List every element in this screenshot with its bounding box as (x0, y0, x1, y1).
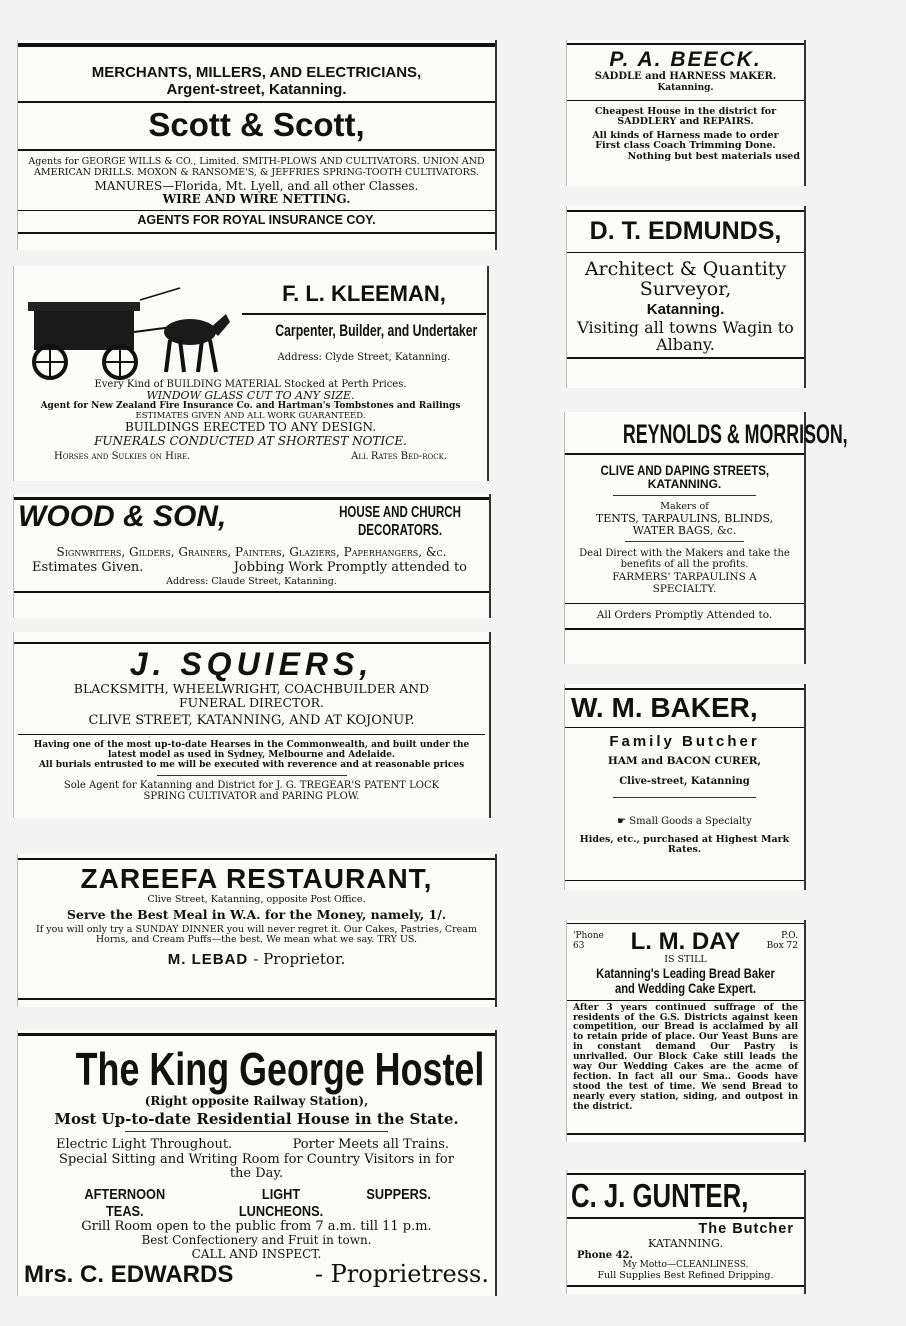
reynolds-name: REYNOLDS & MORRISON, (622, 419, 848, 449)
beeck-line-1: Cheapest House in the district for SADDLERY and REPAIRS. (594, 105, 777, 128)
wood-side-1: HOUSE AND CHURCH (339, 504, 461, 521)
bottom-rule (565, 628, 804, 630)
kleeman-name: F. L. KLEEMAN, (282, 281, 446, 306)
divider (18, 149, 495, 151)
horse-hearse-illustration (20, 280, 235, 382)
scott-insurance: AGENTS FOR ROYAL INSURANCE COY. (137, 212, 376, 227)
ad-scott-and-scott (17, 40, 497, 250)
divider (565, 453, 804, 455)
top-rule (14, 642, 489, 644)
reynolds-deal: Deal Direct with the Makers and take the benefits of all the profits. (579, 548, 790, 571)
kleeman-rates: All Rates Bed-rock. (351, 450, 447, 462)
reynolds-town: KATANNING. (647, 477, 722, 492)
zareefa-owner: M. LEBAD (167, 950, 249, 968)
beeck-name: P. A. BEECK. (609, 48, 762, 71)
ad-wood-and-son (13, 494, 491, 618)
kleeman-line-1: Every Kind of BUILDING MATERIAL Stocked at Perth Prices. (94, 379, 407, 390)
day-body: After 3 years continued suffrage of the residents of the G.S. Districts against keen competition, our Bread is acclaimed by all to retain pride of place. Our Yeast Buns are in constant demand Our Pastry is unrivalled. Our Block Cake still leads the way Our Wedding Cakes are the acme of fection. In fact all our Sma.. Goods have stood the test of time. We send Bread to nearly every station, siding, and outpost in the district. (573, 1002, 798, 1112)
divider (613, 797, 756, 798)
divider (567, 252, 804, 253)
king-owner: Mrs. C. EDWARDS (24, 1260, 234, 1288)
scott-name: Scott & Scott, (148, 106, 365, 143)
squiers-hearse: Having one of the most up-to-date Hearses in the Commonwealth, and built under the latest model as used in Sydney, Melbourne and Adelaide. (33, 739, 470, 760)
top-rule (567, 1173, 804, 1175)
beeck-line-3: First class Coach Trimming Done. (595, 140, 776, 152)
wood-address: Address: Claude Street, Katanning. (166, 576, 337, 588)
edmunds-visiting: Visiting all towns Wagin to Albany. (577, 317, 794, 355)
kleeman-line-6: FUNERALS CONDUCTED AT SHORTEST NOTICE. (94, 433, 407, 448)
divider (565, 727, 804, 728)
edmunds-trade-2: Surveyor, (639, 278, 732, 301)
bottom-rule (567, 1285, 804, 1287)
squiers-street: CLIVE STREET, KATANNING, AND AT KOJONUP. (88, 712, 415, 728)
divider (567, 1217, 804, 1219)
divider (625, 541, 745, 542)
bottom-rule (567, 1133, 804, 1135)
scott-manures: MANURES—Florida, Mt. Lyell, and all other Classes. (94, 179, 419, 194)
zareefa-role: - Proprietor. (253, 949, 346, 968)
zareefa-body: If you will only try a SUNDAY DINNER you will never regret it. Our Cakes, Pastries, Cream Horns, and Cream Puffs—the best. We mean what we say. TRY US. (36, 923, 477, 946)
king-call: CALL AND INSPECT. (191, 1246, 322, 1261)
wood-jobbing: Jobbing Work Promptly attended to (233, 560, 467, 576)
ad-king-george-hostel (17, 1030, 497, 1296)
divider (613, 495, 756, 496)
ad-beeck (566, 40, 806, 186)
scott-subheading: Argent-street, Katanning. (166, 80, 347, 98)
top-rule (567, 43, 804, 45)
reynolds-makers: Makers of (660, 501, 709, 513)
kleeman-line-2: WINDOW GLASS CUT TO ANY SIZE. (146, 389, 355, 402)
baker-small-goods: Small Goods a Specialty (629, 815, 752, 827)
bottom-rule (567, 357, 804, 359)
ad-cj-gunter (566, 1170, 806, 1294)
king-meal-3: SUPPERS. (366, 1186, 431, 1204)
ad-squiers (13, 632, 491, 818)
zareefa-name: ZAREEFA RESTAURANT, (80, 863, 433, 894)
edmunds-town: Katanning. (646, 301, 725, 319)
day-name: L. M. DAY (630, 928, 741, 955)
reynolds-farmers: FARMERS' TARPAULINS A SPECIALTY. (612, 571, 757, 595)
squiers-trade: BLACKSMITH, WHEELWRIGHT, COACHBUILDER AND FUNERAL DIRECTOR. (73, 681, 430, 710)
day-still: IS STILL (664, 954, 707, 966)
wood-name: WOOD & SON, (18, 500, 227, 533)
gunter-motto: My Motto—CLEANLINESS. (622, 1260, 749, 1271)
king-meal-1: AFTERNOON TEAS. (84, 1186, 166, 1220)
bottom-rule (565, 880, 804, 881)
king-most: Most Up-to-date Residential House in the State. (54, 1109, 459, 1128)
day-phone: 'Phone 63 (573, 931, 604, 952)
beeck-line-4: Nothing but best materials used (627, 150, 800, 162)
scott-agents: Agents for GEORGE WILLS & CO., Limited. SMITH-PLOWS AND CULTIVATORS. UNION AND AMERICAN DRILLS. MOXON & RANSOME'S, & JEFFRIES SPRING-TOOTH CULTIVATORS. (28, 156, 485, 178)
baker-ham: HAM and BACON CURER, (607, 755, 762, 768)
bottom-rule (14, 591, 489, 593)
top-rule (18, 43, 495, 47)
baker-street: Clive-street, Katanning (619, 775, 750, 787)
top-rule (18, 858, 495, 860)
reynolds-goods: TENTS, TARPAULINS, BLINDS, WATER BAGS, &c. (595, 511, 774, 537)
wood-side-2: DECORATORS. (357, 521, 443, 539)
divider (565, 603, 804, 604)
pointing-hand-icon: ☛ (617, 815, 627, 827)
edmunds-name: D. T. EDMUNDS, (589, 217, 782, 245)
ad-zareefa-restaurant (17, 854, 497, 1007)
king-special: Special Sitting and Writing Room for Country Visitors in for the Day. (59, 1151, 454, 1181)
beeck-trade: SADDLE and HARNESS MAKER. (594, 71, 777, 83)
wood-trades: Signwriters, Gilders, Grainers, Painters, Glaziers, Paperhangers, &c. (56, 545, 447, 559)
ad-lm-day (566, 920, 806, 1142)
edmunds-trade-1: Architect & Quantity (584, 257, 787, 280)
scott-heading: MERCHANTS, MILLERS, AND ELECTRICIANS, (91, 64, 422, 81)
kleeman-line-4: ESTIMATES GIVEN AND ALL WORK GUARANTEED. (135, 410, 366, 421)
king-role: - Proprietress. (314, 1259, 489, 1288)
divider (125, 1131, 387, 1132)
top-rule (567, 210, 804, 212)
gunter-supplies: Full Supplies Best Refined Dripping. (597, 1270, 774, 1282)
gunter-trade: The Butcher (698, 1221, 794, 1238)
reynolds-streets: CLIVE AND DAPING STREETS, (600, 461, 769, 478)
divider (242, 313, 486, 315)
ad-kleeman (13, 266, 489, 481)
squiers-burials: All burials entrusted to me will be executed with reverence and at reasonable prices (38, 759, 465, 770)
divider (567, 100, 804, 101)
top-rule (565, 688, 804, 690)
divider (18, 734, 485, 735)
squiers-name: J. SQUIERS, (129, 646, 374, 682)
king-electric: Electric Light Throughout. (56, 1137, 233, 1153)
divider (567, 1000, 804, 1001)
scott-wire: WIRE AND WIRE NETTING. (162, 192, 351, 207)
day-leading: Katanning's Leading Bread Baker and Wedding Cake Expert. (596, 964, 775, 997)
reynolds-orders: All Orders Promptly Attended to. (596, 609, 773, 622)
kleeman-trade: Carpenter, Builder, and Undertaker (275, 321, 478, 340)
squiers-agent: Sole Agent for Katanning and District for J. G. TREGEAR'S PATENT LOCK SPRING CULTIVATOR and PARING PLOW. (63, 779, 440, 802)
ad-wm-baker (564, 684, 806, 890)
divider (18, 210, 495, 211)
king-best: Best Confectionery and Fruit in town. (141, 1233, 372, 1248)
divider (157, 775, 347, 776)
wood-estimates: Estimates Given. (32, 560, 144, 576)
top-rule (567, 923, 804, 924)
king-porter: Porter Meets all Trains. (292, 1137, 449, 1153)
king-meal-2: LIGHT LUNCHEONS. (238, 1186, 324, 1220)
baker-hides: Hides, etc., purchased at Highest Mark Rates. (579, 833, 790, 856)
ad-reynolds-and-morrison (564, 412, 848, 664)
bottom-rule (18, 998, 495, 1000)
kleeman-line-3: Agent for New Zealand Fire Insurance Co. and Hartman's Tombstones and Railings (40, 401, 461, 412)
gunter-name: C. J. GUNTER, (571, 1177, 749, 1214)
king-name: The King George Hostel (75, 1043, 485, 1095)
king-grill: Grill Room open to the public from 7 a.m. till 11 p.m. (81, 1219, 432, 1235)
zareefa-serve: Serve the Best Meal in W.A. for the Money, namely, 1/. (66, 907, 447, 923)
top-rule (18, 1033, 495, 1036)
king-opposite: (Right opposite Railway Station), (144, 1093, 369, 1108)
ad-edmunds (566, 206, 806, 388)
bottom-rule (18, 232, 495, 234)
divider (18, 101, 495, 103)
kleeman-horses: Horses and Sulkies on Hire. (54, 450, 191, 462)
zareefa-address: Clive Street, Katanning, opposite Post Office. (147, 893, 366, 905)
baker-trade: Family Butcher (609, 732, 760, 750)
beeck-town: Katanning. (657, 83, 714, 94)
day-box: P.O. Box 72 (766, 931, 798, 952)
gunter-town: KATANNING. (648, 1237, 723, 1251)
kleeman-line-5: BUILDINGS ERECTED TO ANY DESIGN. (124, 420, 377, 435)
beeck-line-2: All kinds of Harness made to order (592, 129, 779, 141)
baker-name: W. M. BAKER, (571, 692, 758, 723)
gunter-phone: Phone 42. (577, 1250, 633, 1262)
kleeman-address: Address: Clyde Street, Katanning. (277, 352, 451, 363)
